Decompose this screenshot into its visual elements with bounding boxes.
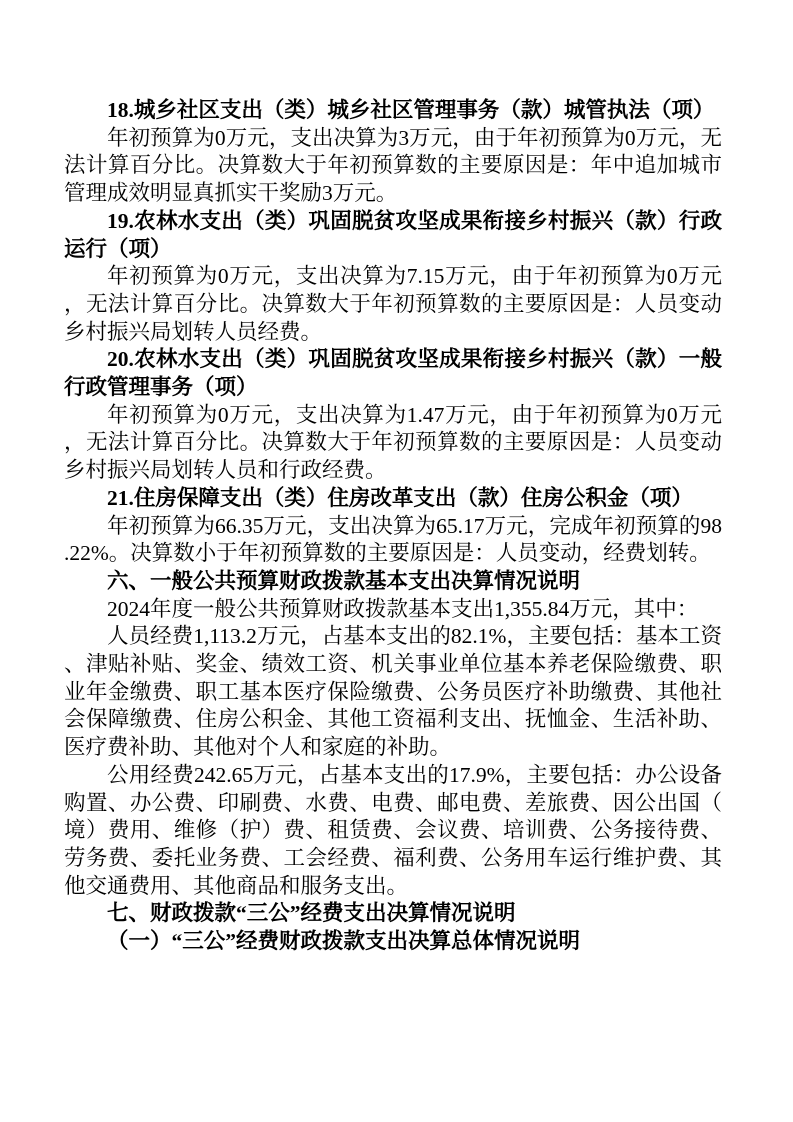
heading-section-7-1: （一）“三公”经费财政拨款支出决算总体情况说明 [107, 929, 581, 954]
paragraph-item-21-detail: 年初预算为66.35万元，支出决算为65.17万元，完成年初预算的98.22%。决算数小于年初预算数的主要原因是：人员变动，经费划转。 [64, 513, 722, 566]
paragraph-item-18-detail: 年初预算为0万元，支出决算为3万元，由于年初预算为0万元，无法计算百分比。决算数大于年初预算数的主要原因是：年中追加城市管理成效明显真抓实干奖励3万元。 [64, 125, 722, 206]
heading-section-6: 六、一般公共预算财政拨款基本支出决算情况说明 [107, 568, 581, 593]
paragraph-item-20-detail: 年初预算为0万元，支出决算为1.47万元，由于年初预算为0万元，无法计算百分比。决算数大于年初预算数的主要原因是：人员变动乡村振兴局划转人员和行政经费。 [64, 402, 722, 483]
heading-item-20: 20.农林水支出（类）巩固脱贫攻坚成果衔接乡村振兴（款）一般行政管理事务（项） [64, 347, 722, 400]
heading-section-7: 七、财政拨款“三公”经费支出决算情况说明 [107, 901, 516, 926]
heading-item-19: 19.农林水支出（类）巩固脱贫攻坚成果衔接乡村振兴（款）行政运行（项） [64, 208, 722, 261]
paragraph-item-19-detail: 年初预算为0万元，支出决算为7.15万元，由于年初预算为0万元，无法计算百分比。决算数大于年初预算数的主要原因是：人员变动乡村振兴局划转人员经费。 [64, 264, 722, 344]
paragraph-personnel-expenses: 人员经费1,113.2万元，占基本支出的82.1%，主要包括：基本工资、津贴补贴、奖金、绩效工资、机关事业单位基本养老保险缴费、职业年金缴费、职工基本医疗保险缴费、公务员医疗补助缴费、其他社会保障缴费、住房公积金、其他工资福利支出、抚恤金、生活补助、医疗费补助、其他对个人和家庭的补助。 [64, 624, 722, 760]
paragraph-basic-expenditure-total: 2024年度一般公共预算财政拨款基本支出1,355.84万元，其中： [107, 596, 699, 621]
paragraph-public-expenses: 公用经费242.65万元，占基本支出的17.9%，主要包括：办公设备购置、办公费、印刷费、水费、电费、邮电费、差旅费、因公出国（境）费用、维修（护）费、租赁费、会议费、培训费、公务接待费、劳务费、委托业务费、工会经费、福利费、公务用车运行维护费、其他交通费用、其他商品和服务支出。 [64, 762, 722, 898]
heading-item-21: 21.住房保障支出（类）住房改革支出（款）住房公积金（项） [107, 485, 693, 510]
heading-item-18: 18.城乡社区支出（类）城乡社区管理事务（款）城管执法（项） [107, 98, 715, 122]
document-body [64, 97, 722, 956]
